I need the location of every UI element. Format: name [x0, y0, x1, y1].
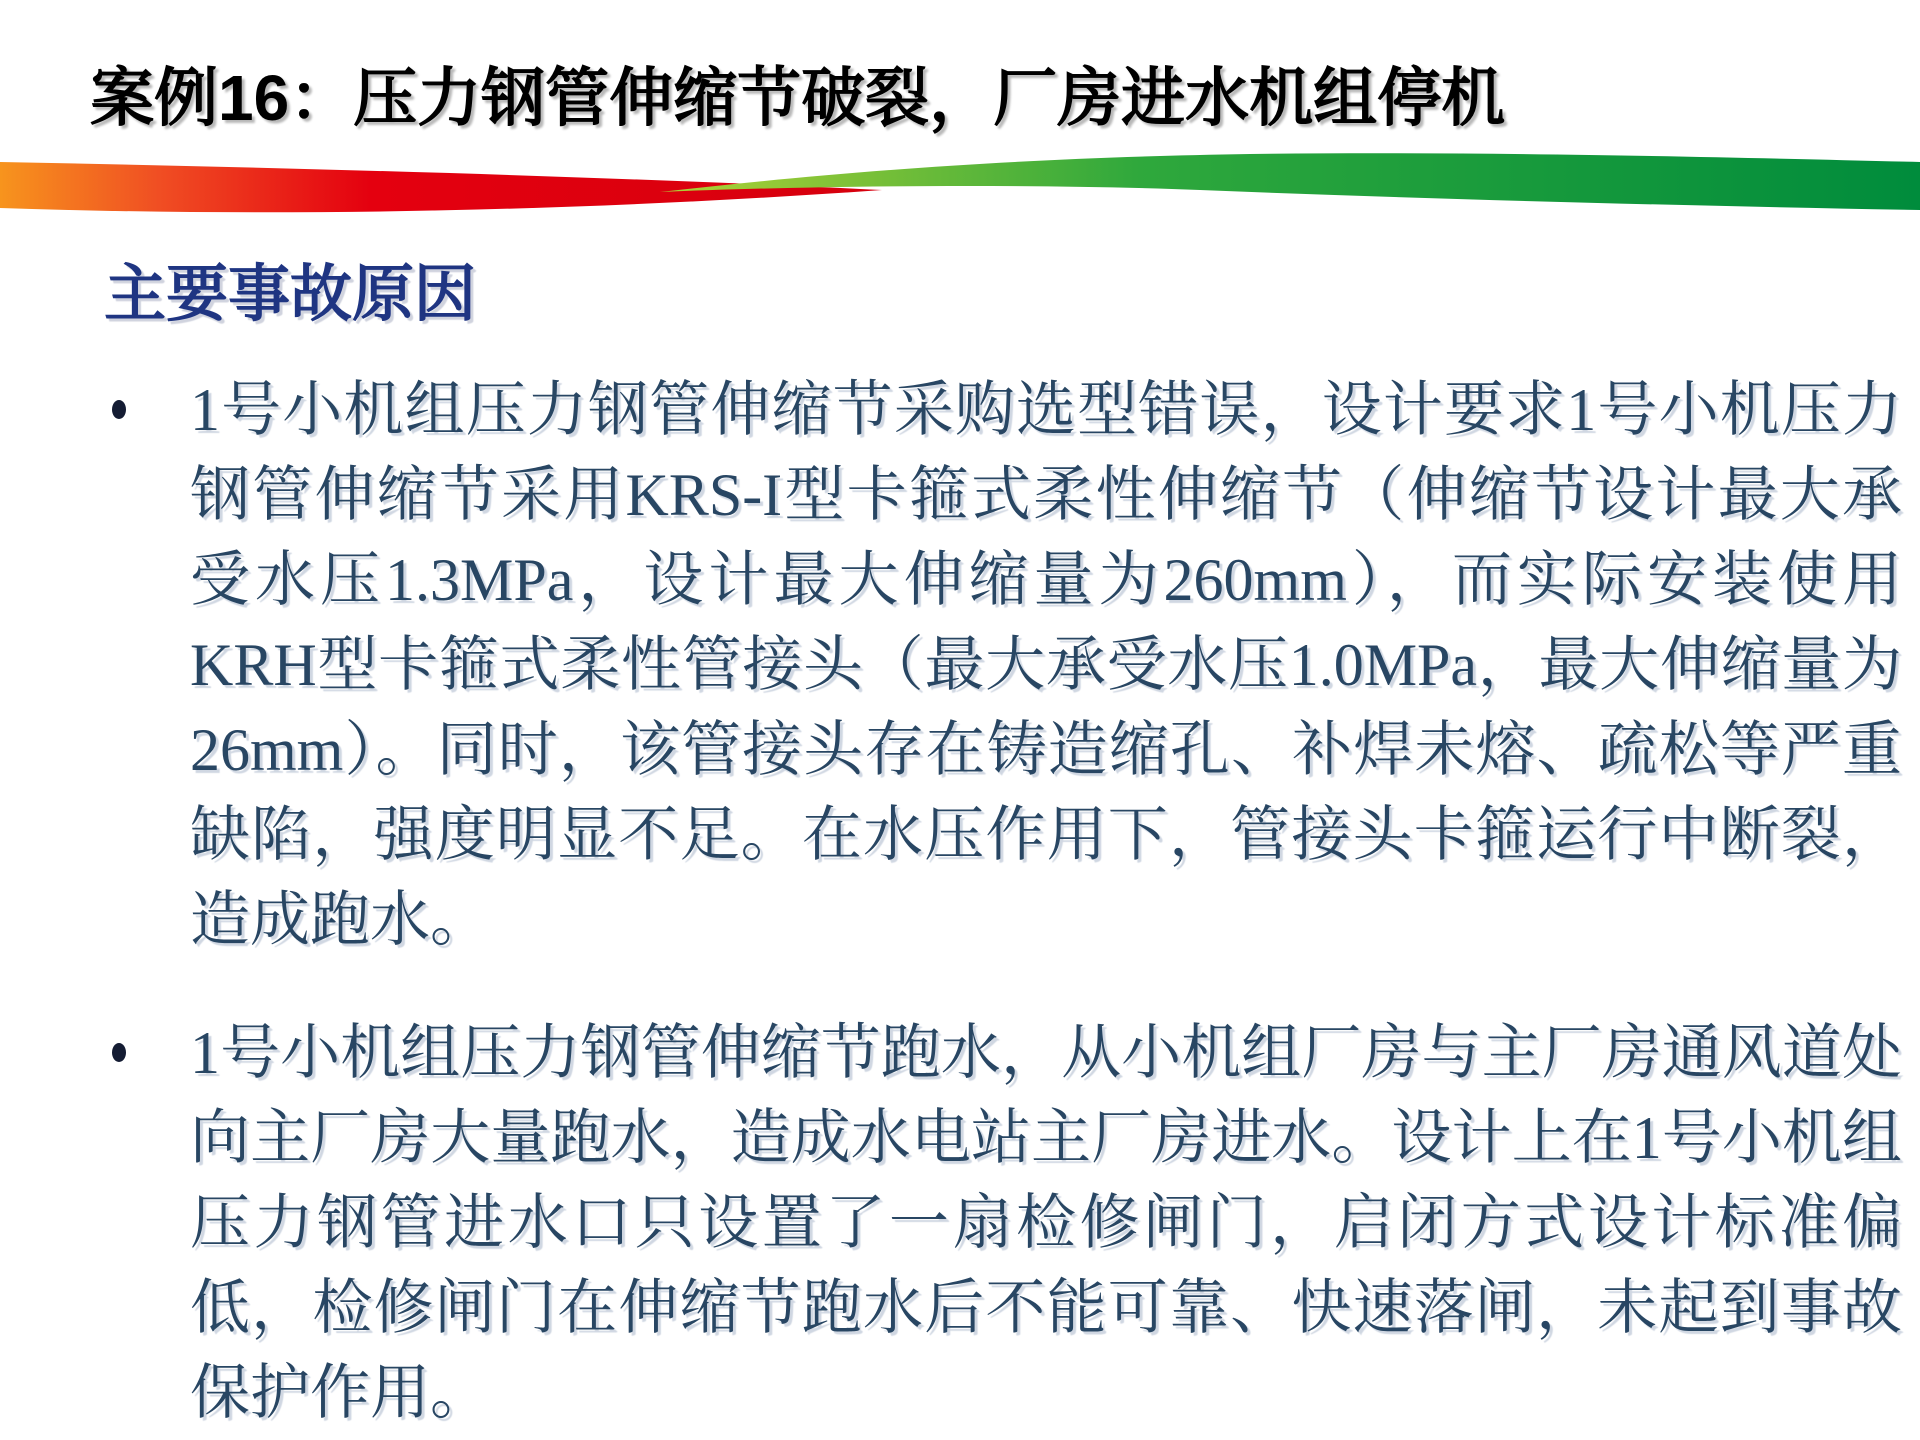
bullet-text: 1号小机组压力钢管伸缩节跑水，从小机组厂房与主厂房通风道处向主厂房大量跑水，造成水电站主厂房进水。设计上在1号小机组压力钢管进水口只设置了一扇检修闸门，启闭方式设计标准偏低，检修闸门在伸缩节跑水后不能可靠、快速落闸，未起到事故保护作用。 — [190, 1020, 1902, 1426]
slide-title: 案例16：压力钢管伸缩节破裂，厂房进水机组停机 — [90, 62, 1506, 134]
bullet-item — [110, 368, 1910, 963]
section-heading: 主要事故原因 — [104, 260, 477, 329]
wave-ribbon-graphic — [0, 146, 1920, 230]
bullet-list — [110, 368, 1910, 1436]
bullet-item — [110, 1011, 1910, 1436]
ribbon-green-wave — [660, 153, 1920, 210]
bullet-dot-icon — [112, 400, 126, 419]
bullet-text: 1号小机组压力钢管伸缩节采购选型错误，设计要求1号小机压力钢管伸缩节采用KRS-I型卡箍式柔性伸缩节（伸缩节设计最大承受水压1.3MPa，设计最大伸缩量为260mm），而实际安装使用KRH型卡箍式柔性管接头（最大承受水压1.0MPa，最大伸缩量为26mm）。同时，该管接头存在铸造缩孔、补焊未熔、疏松等严重缺陷，强度明显不足。在水压作用下，管接头卡箍运行中断裂，造成跑水。 — [190, 377, 1902, 953]
bullet-dot-icon — [112, 1043, 126, 1062]
